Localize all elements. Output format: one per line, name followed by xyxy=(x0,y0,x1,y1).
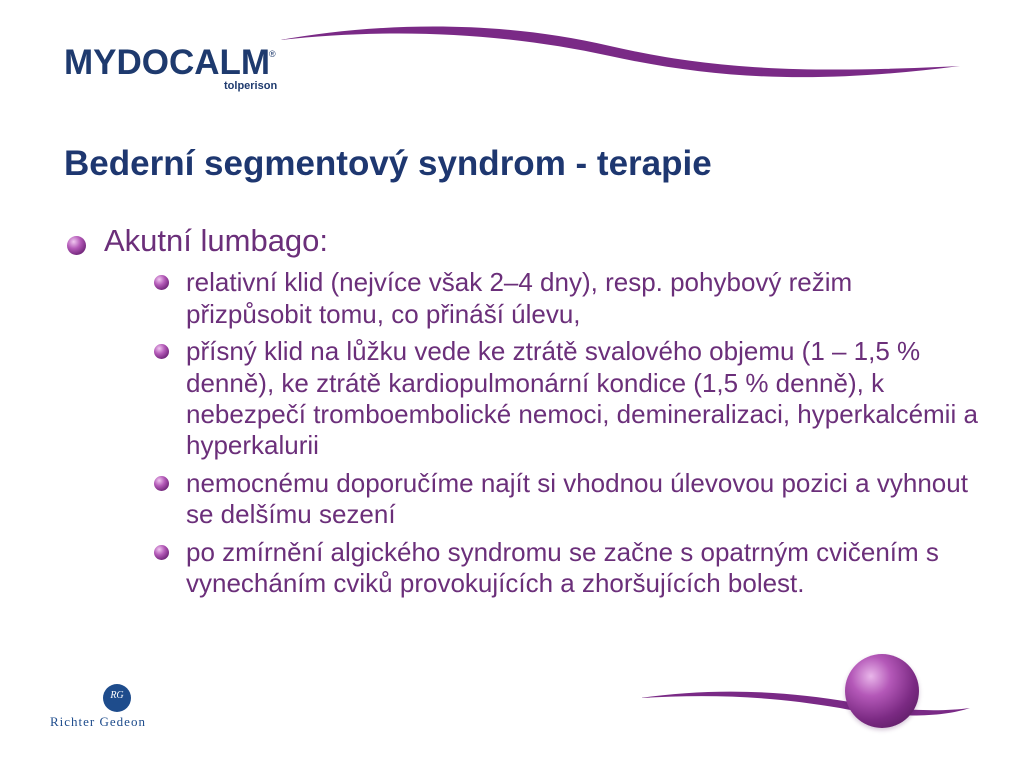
subbullet-text: po zmírnění algického syndromu se začne s opatrným cvičením s vynecháním cviků provokujících a zhoršujících bolest. xyxy=(186,536,939,599)
bullet-sphere-icon xyxy=(154,275,169,290)
rg-monogram-icon xyxy=(103,684,131,712)
bullet-sphere-icon xyxy=(154,476,169,491)
logo-brand: MYDOCALM xyxy=(64,43,271,82)
bullet-list xyxy=(64,222,984,606)
bullet-sphere-icon xyxy=(67,236,86,255)
subbullet-text: relativní klid (nejvíce však 2–4 dny), resp. pohybový režim přizpůsobit tomu, co přináší úlevu, xyxy=(186,267,853,329)
subbullet-item xyxy=(146,267,984,330)
bullet-sphere-icon xyxy=(154,545,169,560)
company-name: Richter Gedeon xyxy=(50,714,146,729)
subbullet-item xyxy=(146,537,984,600)
purple-sphere-decoration xyxy=(845,654,919,728)
rg-monogram-text: RG xyxy=(110,690,124,701)
mydocalm-logo xyxy=(64,45,284,97)
subbullet-item xyxy=(146,336,984,462)
bullet-level1-label: Akutní lumbago: xyxy=(104,223,329,258)
top-swoosh-decoration xyxy=(280,14,980,94)
bullet-level1-acute-lumbago xyxy=(64,222,984,600)
subbullet-list xyxy=(104,267,984,600)
subbullet-text: nemocnému doporučíme najít si vhodnou úlevovou pozici a vyhnout se delšímu sezení xyxy=(186,467,968,530)
bullet-sphere-icon xyxy=(154,344,169,359)
richter-gedeon-logo xyxy=(46,684,186,740)
logo-subtitle: tolperison xyxy=(224,80,278,92)
subbullet-text: přísný klid na lůžku vede ke ztrátě svalového objemu (1 – 1,5 % denně), ke ztrátě kardiopulmonární kondice (1,5 % denně), k nebezpečí tromboembolické nemoci, demineralizaci, hyperkalcémii a hyperkalurii xyxy=(186,336,978,461)
bottom-swoosh-decoration xyxy=(640,678,980,738)
subbullet-item xyxy=(146,468,984,531)
logo-registered-mark: ® xyxy=(269,49,276,59)
slide-title: Bederní segmentový syndrom - terapie xyxy=(64,144,712,183)
